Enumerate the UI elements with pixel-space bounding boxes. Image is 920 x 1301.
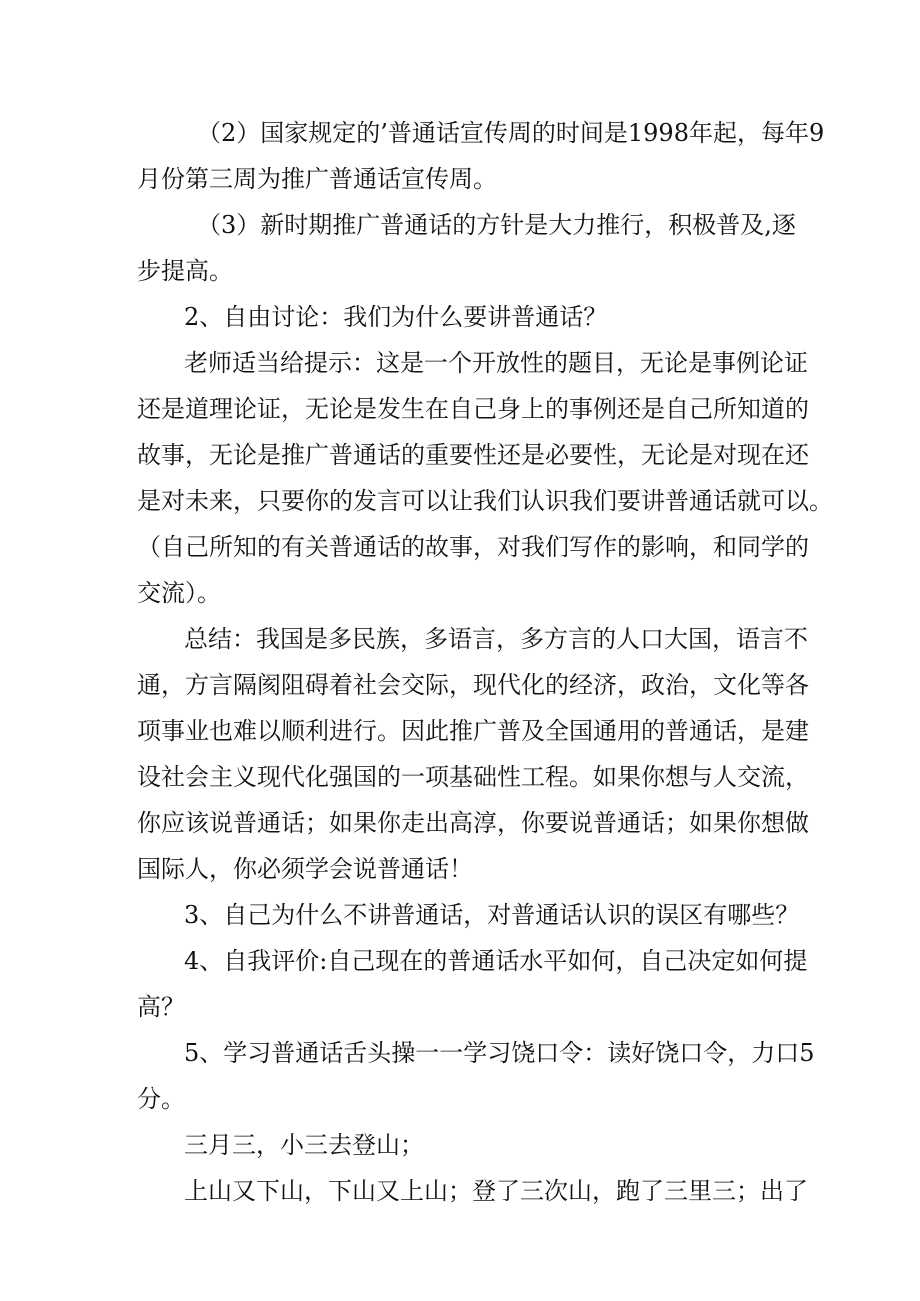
paragraph-line: 通，方言隔阂阻碍着社会交际，现代化的经济，政治，文化等各 (137, 671, 809, 699)
paragraph-line: 设社会主义现代化强国的一项基础性工程。如果你想与人交流， (137, 763, 809, 791)
paragraph-line: （自己所知的有关普通话的故事，对我们写作的影响，和同学的 (137, 533, 809, 561)
paragraph-line: 是对未来，只要你的发言可以让我们认识我们要讲普通话就可以。 (137, 487, 833, 515)
paragraph-line: 老师适当给提示：这是一个开放性的题目，无论是事例论证 (184, 349, 808, 377)
paragraph-line: 步提高。 (137, 257, 233, 285)
paragraph-line: （2）国家规定的’普通话宣传周的时间是1998年起，每年9 (197, 119, 825, 147)
paragraph-line: 3、自己为什么不讲普通话，对普通话认识的误区有哪些？ (184, 901, 800, 929)
paragraph-line: 三月三，小三去登山； (184, 1131, 424, 1159)
paragraph-line: 交流）。 (137, 579, 221, 607)
paragraph-line: 你应该说普通话；如果你走出高淳，你要说普通话；如果你想做 (137, 809, 809, 837)
paragraph-line: 还是道理论证，无论是发生在自己身上的事例还是自己所知道的 (137, 395, 809, 423)
paragraph-line: 分。 (137, 1085, 185, 1113)
document-body (137, 110, 833, 1214)
paragraph-line: 4、自我评价:自己现在的普通话水平如何，自己决定如何提 (184, 947, 808, 975)
paragraph-line: 5、学习普通话舌头操一一学习饶口令：读好饶口令，力口5 (184, 1039, 815, 1067)
paragraph-line: 月份第三周为推广普通话宣传周。 (137, 165, 497, 193)
paragraph-line: 故事，无论是推广普通话的重要性还是必要性，无论是对现在还 (137, 441, 809, 469)
paragraph-line: 项事业也难以顺利进行。因此推广普及全国通用的普通话，是建 (137, 717, 809, 745)
paragraph-line: （3）新时期推广普通话的方针是大力推行，积极普及,逐 (197, 211, 796, 239)
paragraph-line: 总结：我国是多民族，多语言，多方言的人口大国，语言不 (184, 625, 808, 653)
paragraph-line: 2、自由讨论：我们为什么要讲普通话？ (184, 303, 608, 331)
paragraph-line: 高？ (137, 993, 185, 1021)
paragraph-line: 上山又下山，下山又上山；登了三次山，跑了三里三；出了 (184, 1177, 808, 1205)
paragraph-line: 国际人，你必须学会说普通话！ (137, 855, 473, 883)
